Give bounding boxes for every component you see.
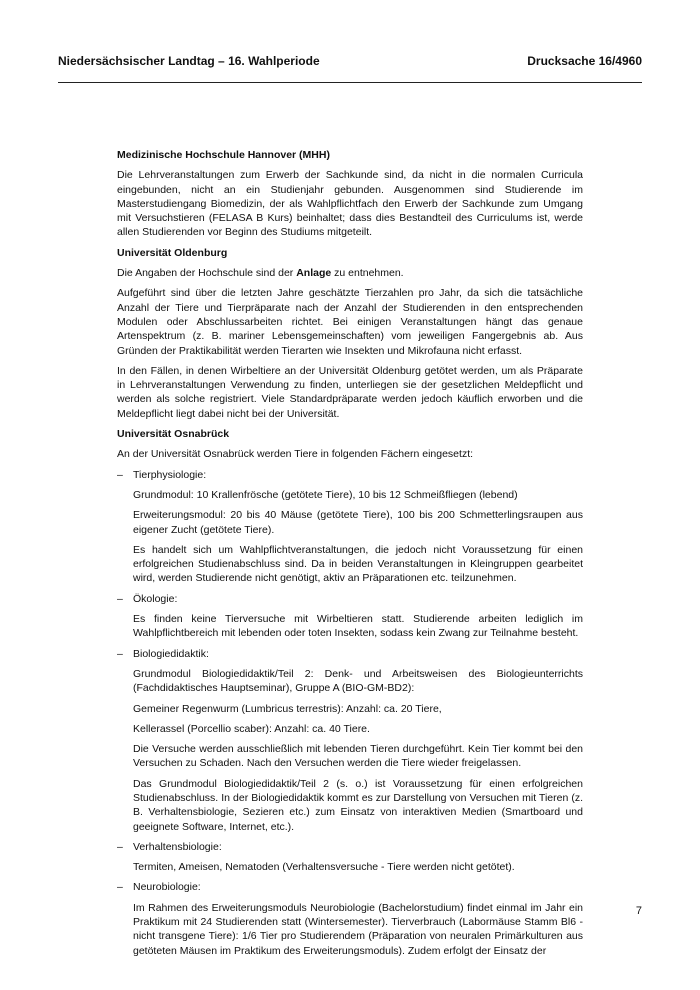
page-number: 7 <box>635 905 642 917</box>
list-item-text: Es finden keine Tierversuche mit Wirbeltieren statt. Studierende arbeiten lediglich im Wahlpflichtbereich mit lebenden oder toten Insekten, sodass kein Zwang zur Teilnahme besteht. <box>133 613 583 640</box>
list-item-label: Verhaltensbiologie: <box>133 840 222 853</box>
oldenburg-p1-pre: Die Angaben der Hochschule sind der <box>117 267 297 280</box>
list-dash: – <box>117 881 123 894</box>
header-parliament-title: Niedersächsischer Landtag – 16. Wahlperiode <box>58 54 320 68</box>
list-dash: – <box>117 840 123 853</box>
list-item-biologiedidaktik <box>117 647 583 834</box>
list-item-text: Kellerassel (Porcellio scaber): Anzahl: ca. 40 Tiere. <box>133 722 370 735</box>
list-item-label: Ökologie: <box>133 592 178 605</box>
list-dash: – <box>117 468 123 481</box>
document-body <box>117 148 583 964</box>
osnabrueck-intro: An der Universität Osnabrück werden Tiere in folgenden Fächern eingesetzt: <box>117 448 474 461</box>
list-item-verhaltensbiologie <box>117 840 583 875</box>
mhh-paragraph: Die Lehrveranstaltungen zum Erwerb der Sachkunde sind, da nicht in die normalen Curricula eingebunden, nicht an ein Studienjahr gebunden. Ausgenommen sind Studierende im Masterstudiengang Biomedizin, der als Wahlpflichtfach den Erwerb der Sachkunde zum Umgang mit Versuchstieren (FELASA B Kurs) beinhaltet; dass dies Bestandteil des Curriculums ist, werde allen Studierenden vor Beginn des Studiums mitgeteilt. <box>117 169 583 239</box>
list-item-text: Das Grundmodul Biologiedidaktik/Teil 2 (s. o.) ist Voraussetzung für einen erfolgreichen Studienabschluss. In der Biologiedidaktik kommt es zur Darstellung von Versuchen mit Tieren (z. B. Verhaltensbiologie, Sezieren etc.) zum Einsatz von interaktiven Medien (Smartboard und geeignete Software, Internet, etc.). <box>133 777 583 833</box>
anlage-reference: Anlage <box>296 267 332 280</box>
list-item-text: Im Rahmen des Erweiterungsmoduls Neurobiologie (Bachelorstudium) findet einmal im Jahr ein Praktikum mit 24 Studierenden statt (Wintersemester). Tierverbrauch (Labormäuse Stamm Bl6 - nicht transgene Tiere): 1/6 Tier pro Studierendem (Präparation von neuralen Primärkulturen aus getöteten Mäusen im Praktikum des Erweiterungsmoduls). Zudem erfolgt der Einsatz der <box>133 901 583 957</box>
list-item-tierphysiologie <box>117 468 583 586</box>
header-divider <box>58 82 642 83</box>
oldenburg-paragraph-1 <box>117 266 583 280</box>
list-item-text: Termiten, Ameisen, Nematoden (Verhaltensversuche - Tiere werden nicht getötet). <box>133 861 515 874</box>
list-item-neurobiologie <box>117 880 583 957</box>
list-item-text: Erweiterungsmodul: 20 bis 40 Mäuse (getötete Tiere), 100 bis 200 Schmetterlingsraupen aus eigener Zucht (getötete Tiere). <box>133 509 583 536</box>
list-item-label: Neurobiologie: <box>133 881 201 894</box>
list-item-label: Tierphysiologie: <box>133 468 207 481</box>
list-item-text: Es handelt sich um Wahlpflichtveranstaltungen, die jedoch nicht Voraussetzung für einen erfolgreichen Studienabschluss sind. Da in beiden Veranstaltungen in Kleingruppen gearbeitet wird, werden Studierende nicht genötigt, aktiv an Präparationen etc. teilzunehmen. <box>133 543 583 585</box>
header-document-number: Drucksache 16/4960 <box>527 54 642 68</box>
list-item-oekologie <box>117 592 583 641</box>
list-dash: – <box>117 647 123 660</box>
list-item-text: Die Versuche werden ausschließlich mit lebenden Tieren durchgeführt. Kein Tier kommt bei den Versuchen zu Schaden. Nach den Versuchen werden die Tiere wieder freigelassen. <box>133 743 583 770</box>
page-header <box>58 54 642 74</box>
oldenburg-p1-post: zu entnehmen. <box>331 267 404 280</box>
list-dash: – <box>117 592 123 605</box>
list-item-label: Biologiedidaktik: <box>133 647 209 660</box>
section-title-oldenburg: Universität Oldenburg <box>117 246 228 259</box>
section-title-osnabrueck: Universität Osnabrück <box>117 428 230 441</box>
section-title-mhh: Medizinische Hochschule Hannover (MHH) <box>117 149 330 161</box>
list-item-text: Gemeiner Regenwurm (Lumbricus terrestris): Anzahl: ca. 20 Tiere, <box>133 702 442 715</box>
oldenburg-paragraph-2: Aufgeführt sind über die letzten Jahre geschätzte Tierzahlen pro Jahr, da sich die tatsächliche Anzahl der Tiere und Tierpräparate nach der Anzahl der Studierenden in den entsprechenden Modulen oder Abschlussarbeiten richtet. Bei einigen Veranstaltungen hängt das genaue Artenspektrum (z. B. mariner Lebensgemeinschaften) vom jeweiligen Fangergebnis ab. Aus Gründen der Praktikabilität werden Tierarten wie Insekten und Mikrofauna nicht erfasst. <box>117 287 583 357</box>
oldenburg-paragraph-3: In den Fällen, in denen Wirbeltiere an der Universität Oldenburg getötet werden, um als Präparate in Lehrveranstaltungen Verwendung zu finden, unterliegen sie der gesetzlichen Meldepflicht und werden als solche registriert. Viele Standardpräparate werden jedoch käuflich erworben und die Meldepflicht liegt dabei nicht bei der Universität. <box>117 364 583 420</box>
list-item-text: Grundmodul Biologiedidaktik/Teil 2: Denk- und Arbeitsweisen des Biologieunterrichts (Fachdidaktisches Hauptseminar), Gruppe A (BIO-GM-BD2): <box>133 667 583 695</box>
list-item-text: Grundmodul: 10 Krallenfrösche (getötete Tiere), 10 bis 12 Schmeißfliegen (lebend) <box>133 488 518 501</box>
